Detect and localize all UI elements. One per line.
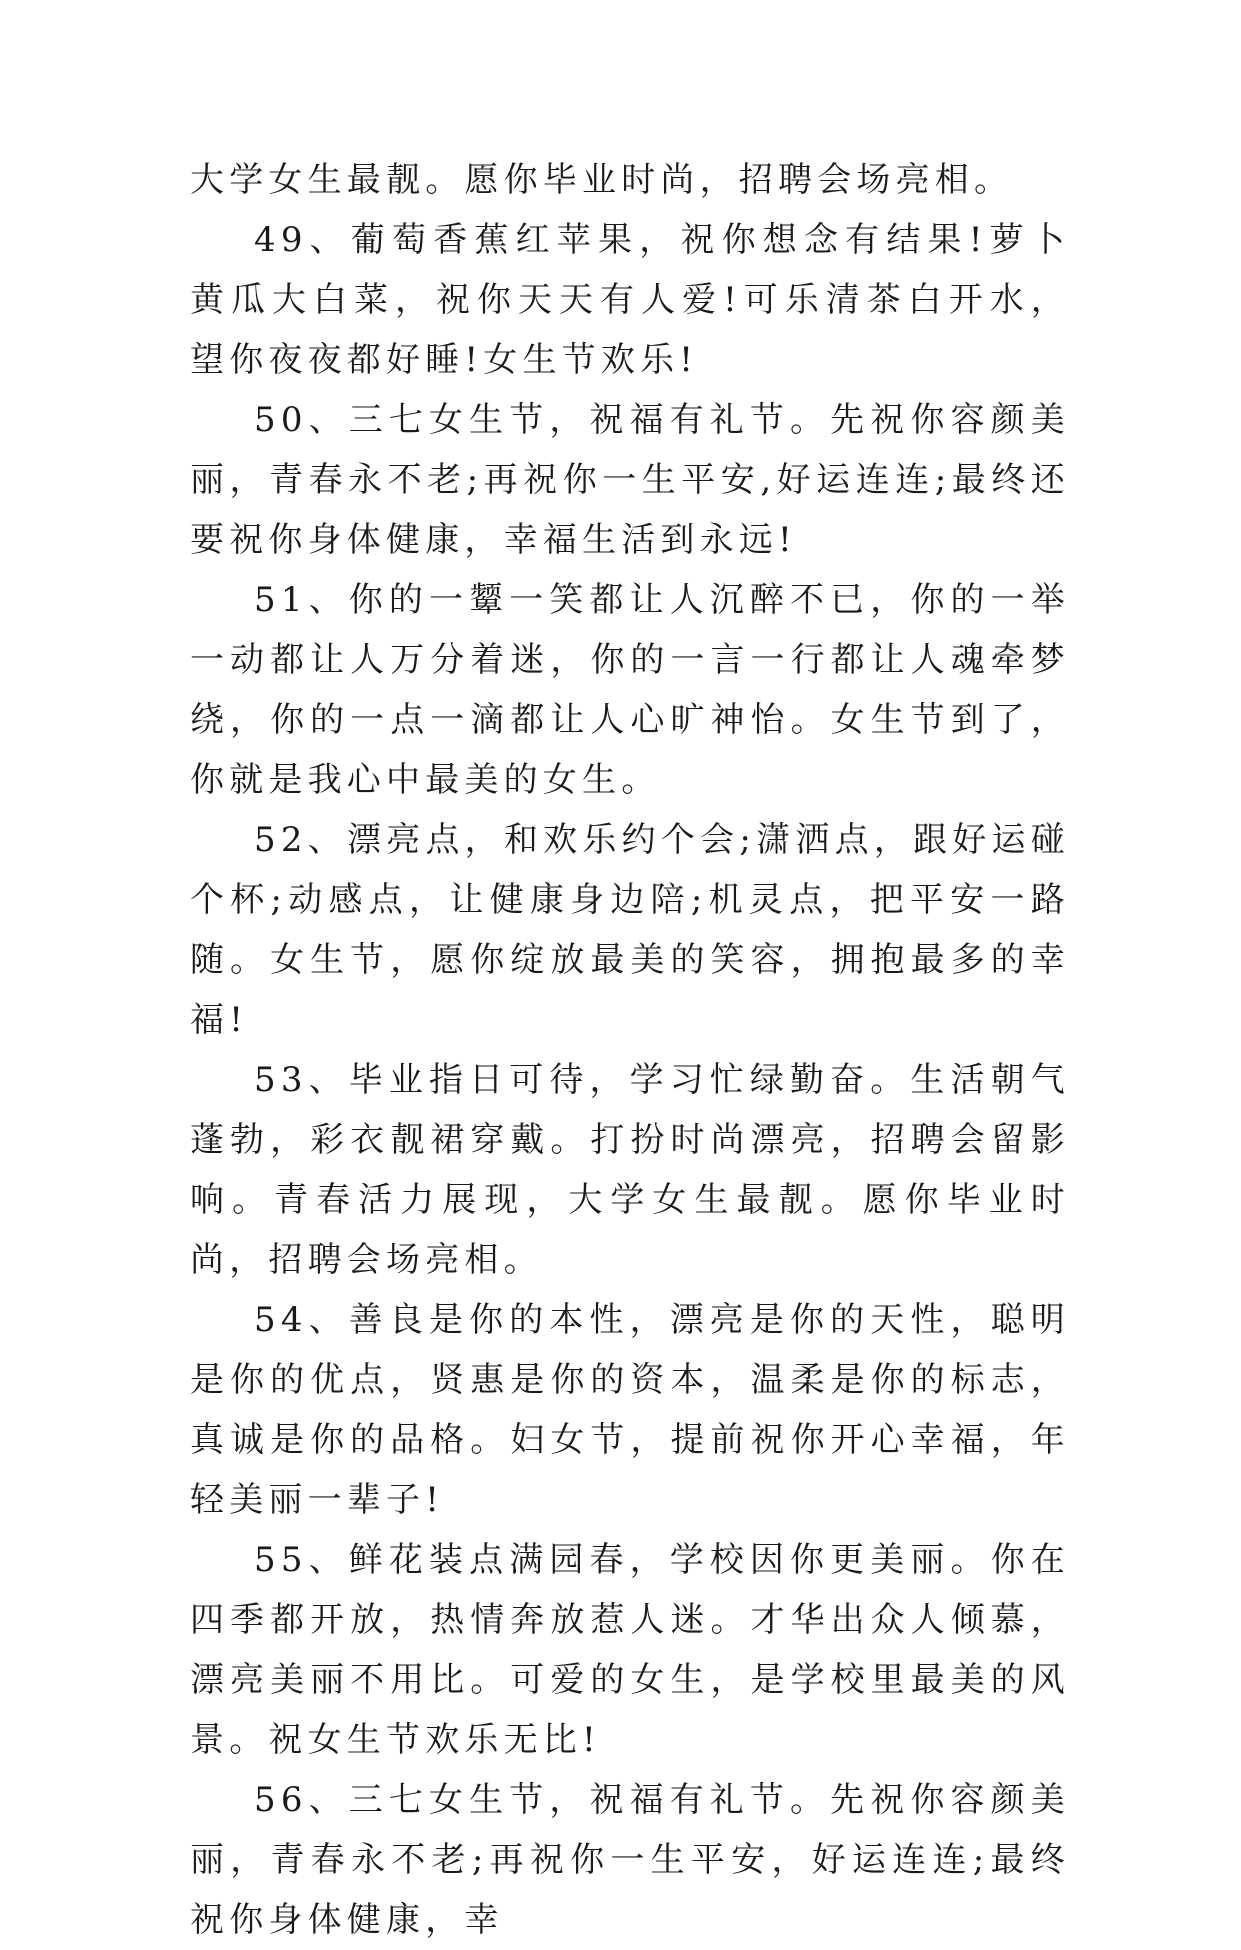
paragraph: 大学女生最靓。愿你毕业时尚，招聘会场亮相。 <box>190 160 1014 200</box>
paragraph: 50、三七女生节，祝福有礼节。先祝你容颜美丽，青春永不老;再祝你一生平安,好运连连;最终还要祝你身体健康，幸福生活到永远! <box>190 400 1070 560</box>
document-body <box>190 150 1070 1950</box>
paragraph: 53、毕业指日可待，学习忙绿勤奋。生活朝气蓬勃，彩衣靓裙穿戴。打扮时尚漂亮，招聘会留影响。青春活力展现，大学女生最靓。愿你毕业时尚，招聘会场亮相。 <box>190 1060 1070 1280</box>
paragraph: 49、葡萄香蕉红苹果，祝你想念有结果!萝卜黄瓜大白菜，祝你天天有人爱!可乐清茶白开水，望你夜夜都好睡!女生节欢乐! <box>190 220 1070 380</box>
paragraph: 56、三七女生节，祝福有礼节。先祝你容颜美丽，青春永不老;再祝你一生平安，好运连连;最终祝你身体健康，幸 <box>190 1780 1070 1940</box>
paragraph: 51、你的一颦一笑都让人沉醉不已，你的一举一动都让人万分着迷，你的一言一行都让人魂牵梦绕，你的一点一滴都让人心旷神怡。女生节到了，你就是我心中最美的女生。 <box>190 580 1070 800</box>
paragraph: 55、鲜花装点满园春，学校因你更美丽。你在四季都开放，热情奔放惹人迷。才华出众人倾慕，漂亮美丽不用比。可爱的女生，是学校里最美的风景。祝女生节欢乐无比! <box>190 1540 1070 1760</box>
paragraph: 52、漂亮点，和欢乐约个会;潇洒点，跟好运碰个杯;动感点，让健康身边陪;机灵点，把平安一路随。女生节，愿你绽放最美的笑容，拥抱最多的幸福! <box>190 820 1070 1040</box>
paragraph: 54、善良是你的本性，漂亮是你的天性，聪明是你的优点，贤惠是你的资本，温柔是你的标志，真诚是你的品格。妇女节，提前祝你开心幸福，年轻美丽一辈子! <box>190 1300 1070 1520</box>
